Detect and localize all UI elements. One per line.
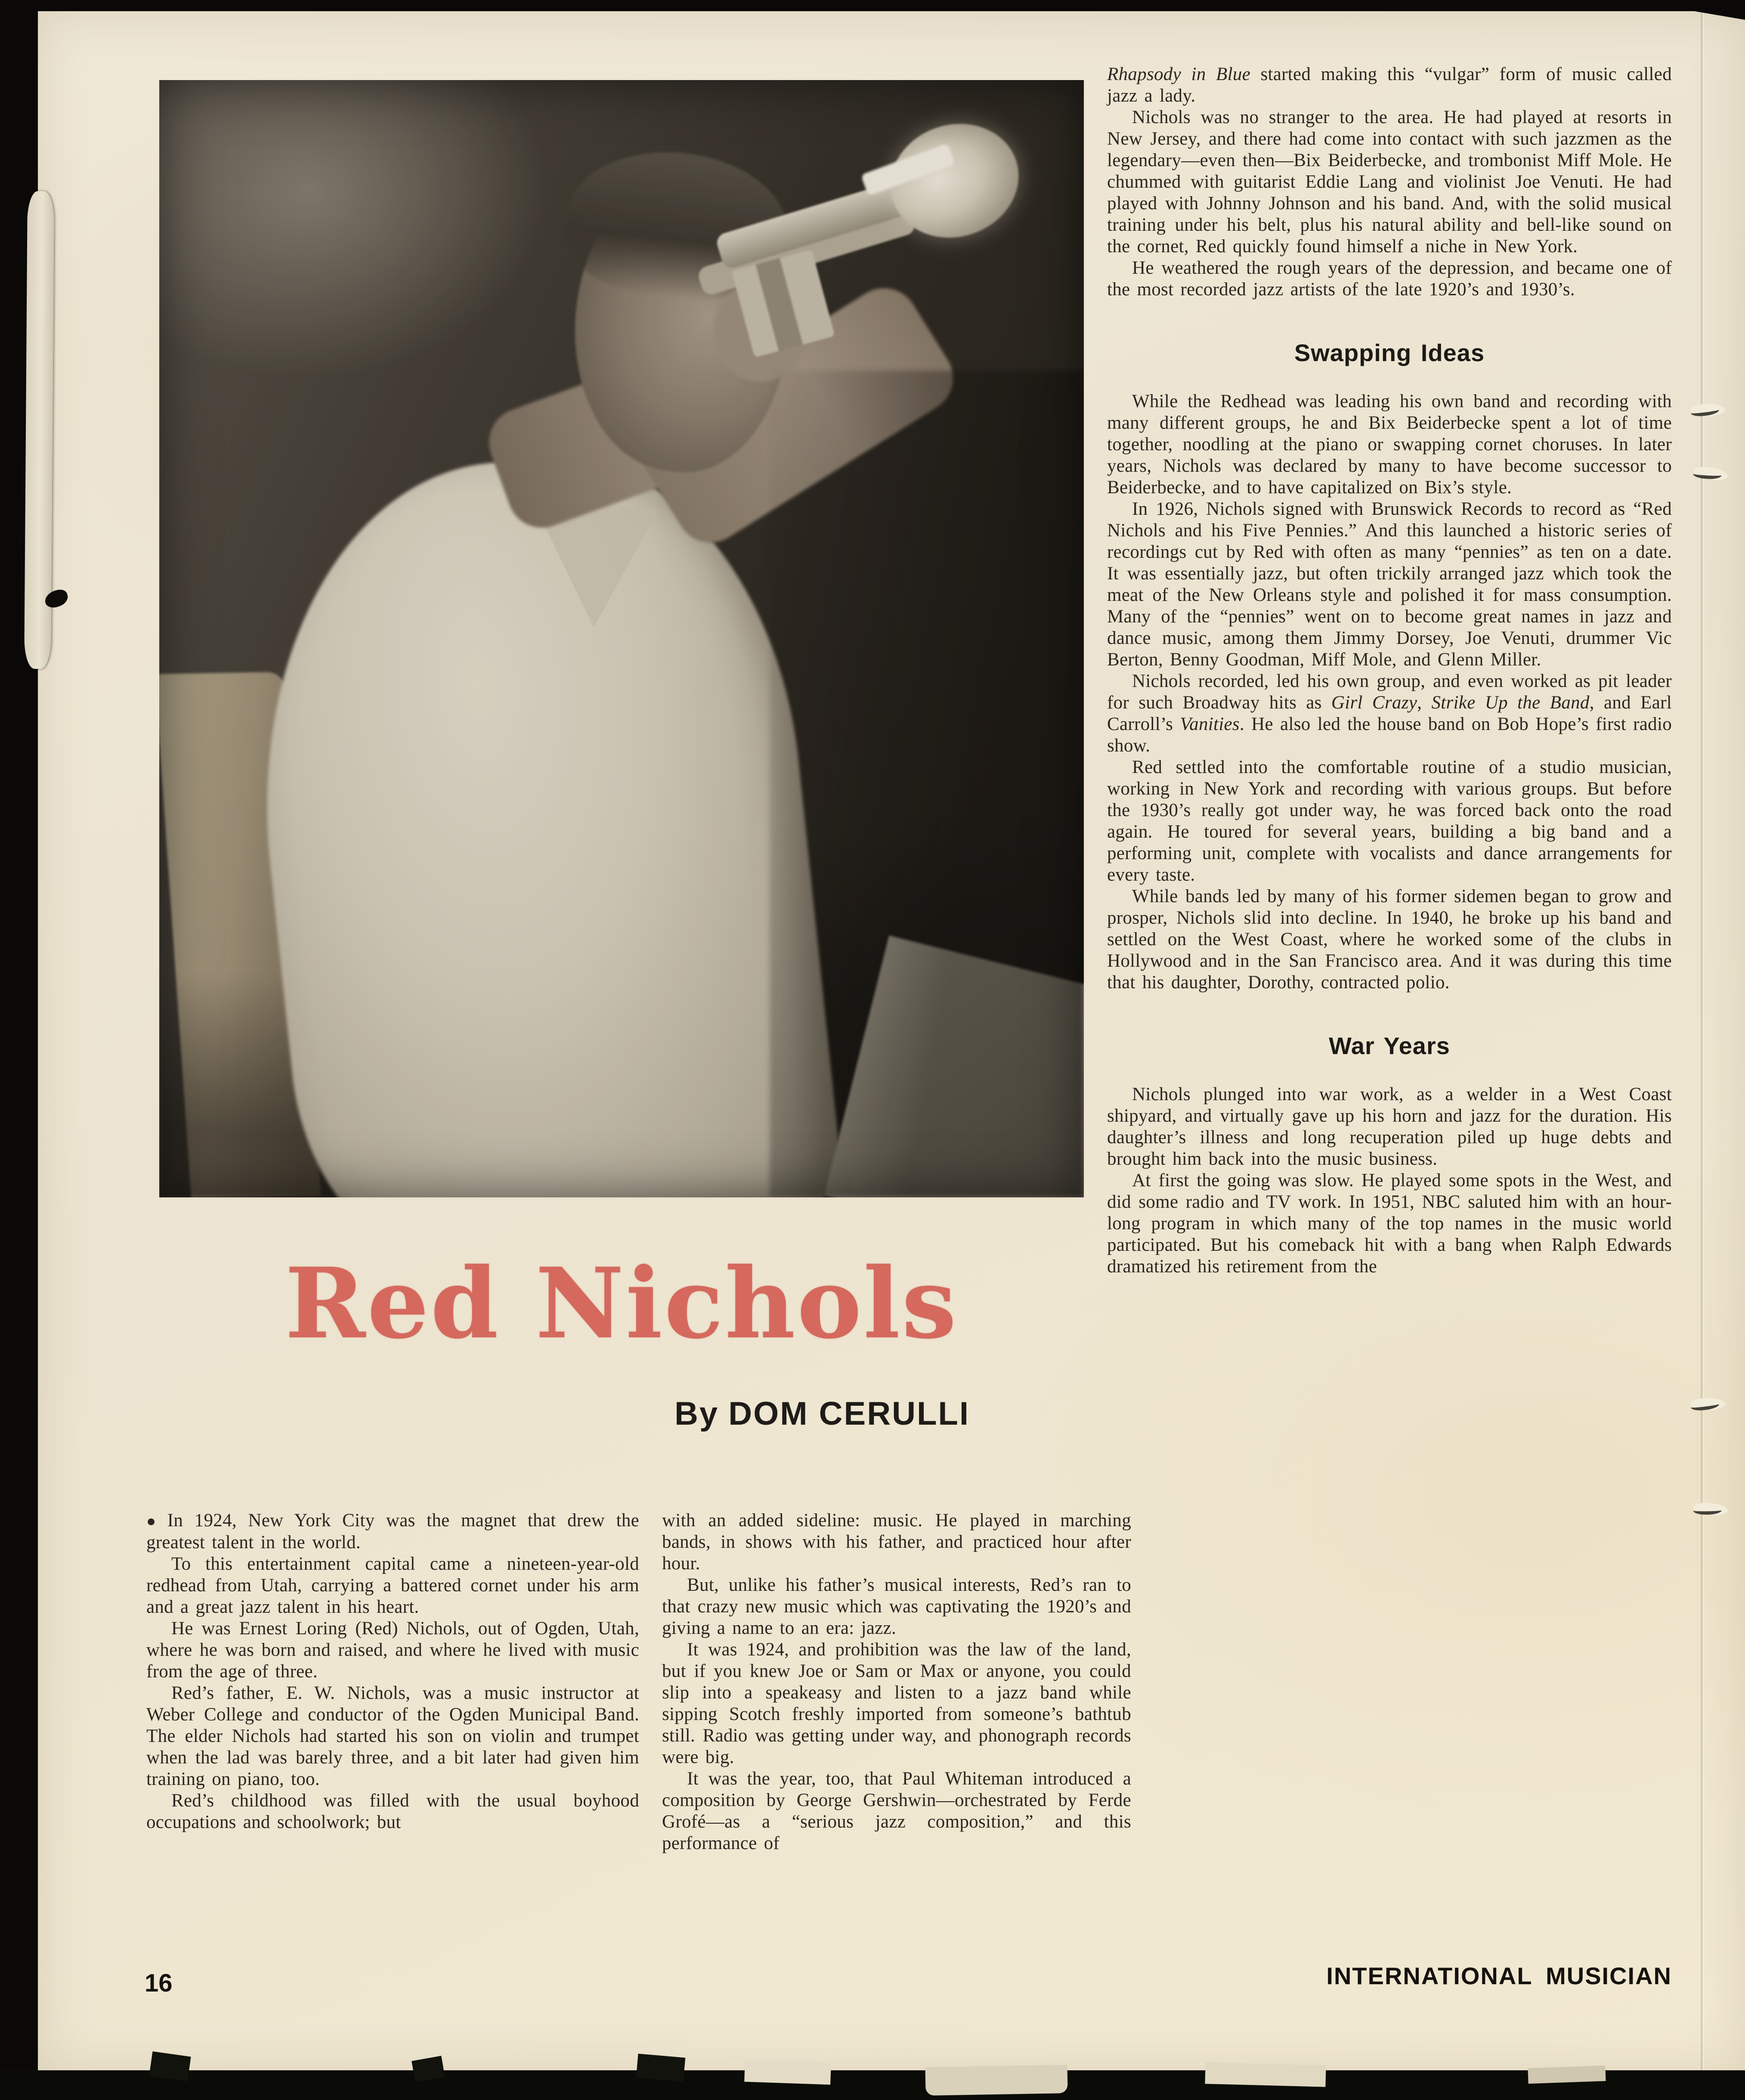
paper-shard [1205,2062,1326,2087]
binding-stitch [1692,464,1729,482]
paper-shard [1528,2066,1606,2084]
paragraph: Red’s father, E. W. Nichols, was a music instructor at Weber College and conductor of the Ogden Municipal Band. The elder Nichols had started his son on violin and trumpet when the lad was barely three, and a bit later had given him training on piano, too. [146,1683,639,1789]
tear-notch [636,2054,685,2081]
magazine-name-footer: INTERNATIONAL MUSICIAN [1326,1962,1672,1989]
byline [564,1395,1080,1432]
paragraph: Nichols plunged into war work, as a welder in a West Coast shipyard, and virtually gave up his horn and jazz for the duration. His daughter’s illness and long recuperation piled up huge debts and brought him back into the music business. [1107,1084,1672,1169]
paragraph: He weathered the rough years of the depression, and became one of the most recorded jazz artists of the late 1920’s and 1930’s. [1107,258,1672,300]
section-heading: War Years [1329,1032,1450,1059]
page-number: 16 [145,1969,173,1997]
paragraph: He was Ernest Loring (Red) Nichols, out of Ogden, Utah, where he was born and raised, and where he lived with music from the age of three. [146,1618,639,1682]
paragraph: Rhapsody in Blue started making this “vulgar” form of music called jazz a lady. [1107,64,1672,106]
paragraph: Red’s childhood was filled with the usual boyhood occupations and schoolwork; but [146,1791,639,1832]
paragraph: Red settled into the comfortable routine of a studio musician, working in New York and recording with various groups. But before the 1930’s really got under way, he was forced back onto the road again. He toured for several years, building a big band and a performing unit, complete with vocalists and dance arrangements for every taste. [1107,757,1672,885]
scan-corner-shadow [1629,0,1745,20]
paragraph: Nichols was no stranger to the area. He had played at resorts in New Jersey, and there had come into contact with such jazzmen as the legendary—even then—Bix Beiderbecke, and trombonist Miff Mole. He chummed with guitarist Eddie Lang and violinist Joe Venuti. He had played with Johnny Johnson and his band. And, with the solid musical training under his belt, plus his natural ability and bell-like sound on the cornet, Red quickly found himself a niche in New York. [1107,107,1672,257]
photo-vignette [159,80,1084,1197]
scan-edge-top [0,0,1745,11]
byline-author: DOM CERULLI [728,1395,970,1432]
paragraph: In 1926, Nichols signed with Brunswick Records to record as “Red Nichols and his Five Pennies.” And this launched a historic series of recordings cut by Red with often as many “pennies” as ten on a date. It was essentially jazz, but often trickily arranged jazz which took the meat of the New Orleans style and polished it for mass consumption. Many of the “pennies” went on to become great names in jazz and dance music, among them Jimmy Dorsey, Joe Venuti, drummer Vic Berton, Benny Goodman, Miff Mole, and Glenn Miller. [1107,499,1672,670]
middle-text-column [662,1510,1131,1854]
binding-stitch [1691,1398,1725,1410]
paper-shard [744,2060,831,2085]
paragraph: To this entertainment capital came a nineteen-year-old redhead from Utah, carrying a battered cornet under his arm and a great jazz talent in his heart. [146,1554,639,1617]
byline-prefix: By [674,1395,719,1432]
paragraph: At first the going was slow. He played some spots in the West, and did some radio and TV work. In 1951, NBC saluted him with an hour-long program in which many of the top names in the music world participated. But his comeback hit with a bang when Ralph Edwards dramatized his retirement from the [1107,1170,1672,1277]
paragraph: While bands led by many of his former sidemen began to grow and prosper, Nichols slid into decline. In 1940, he broke up his band and settled on the West Coast, where he worked some of the clubs in Hollywood and in the San Francisco area. And it was during this time that his daughter, Dorothy, contracted polio. [1107,886,1672,993]
binding-stitch [1691,404,1725,416]
bullet-icon: ● [146,1512,161,1530]
article-photo [159,80,1084,1197]
paragraph: It was the year, too, that Paul Whiteman introduced a composition by George Gershwin—orchestrated by Ferde Grofé—as a “serious jazz composition,” and this performance of [662,1769,1131,1853]
magazine-page [38,11,1745,2074]
paragraph: While the Redhead was leading his own band and recording with many different groups, he and Bix Beiderbecke spent a lot of time together, noodling at the piano or swapping cornet choruses. In later years, Nichols was declared by many to have become successor to Beiderbecke, and to have capitalized on Bix’s style. [1107,391,1672,498]
section-heading: Swapping Ideas [1294,339,1485,366]
article-title: Red Nichols [285,1247,958,1361]
torn-bottom-edge [0,2070,1745,2100]
paragraph: Nichols recorded, led his own group, and even worked as pit leader for such Broadway hits as Girl Crazy, Strike Up the Band, and Earl Carroll’s Vanities. He also led the house band on Bob Hope’s first radio show. [1107,671,1672,756]
paragraph: It was 1924, and prohibition was the law of the land, but if you knew Joe or Sam or Max or anyone, you could slip into a speakeasy and listen to a jazz band while sipping Scotch freshly imported from someone’s bathtub still. Radio was getting under way, and phonograph records were big. [662,1639,1131,1767]
paragraph: But, unlike his father’s musical interests, Red’s ran to that crazy new music which was captivating the 1920’s and giving a name to an era: jazz. [662,1575,1131,1638]
left-text-column [146,1510,639,1833]
right-text-column [1107,64,1672,1277]
paper-crease [1700,11,1705,2074]
binding-stitch [1693,1501,1728,1517]
tear-notch [149,2051,191,2081]
paragraph: with an added sideline: music. He played in marching bands, in shows with his father, and practiced hour after hour. [662,1510,1131,1574]
paragraph: ● In 1924, New York City was the magnet that drew the greatest talent in the world. [146,1510,640,1553]
paper-shard [925,2065,1067,2096]
